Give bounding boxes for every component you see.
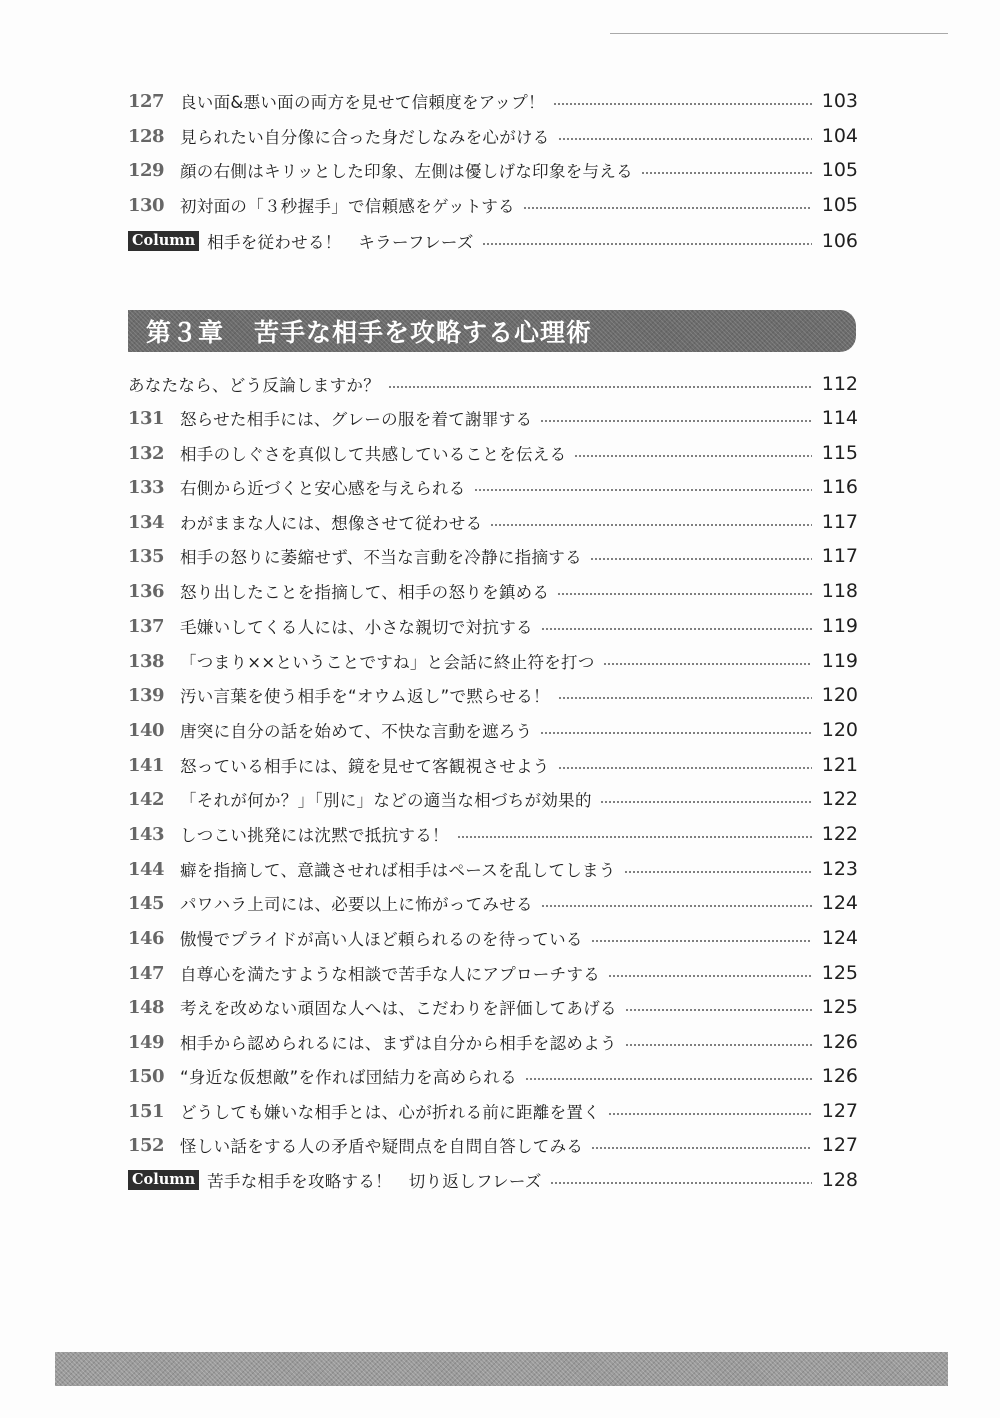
entry-title: 傲慢でプライドが高い人ほど頼られるのを待っている: [180, 930, 583, 949]
entry-title: 唐突に自分の話を始めて、不快な言動を遮ろう: [180, 722, 533, 741]
entry-page: 117: [821, 545, 858, 567]
entry-page: 128: [821, 1169, 858, 1191]
toc-entry[interactable]: [128, 921, 858, 955]
entry-title: 怪しい話をする人の矛盾や疑問点を自問自答してみる: [180, 1137, 584, 1156]
entry-page: 118: [821, 580, 858, 602]
dot-leader: [625, 1009, 812, 1011]
entry-number: 136: [128, 580, 165, 602]
dot-leader: [550, 1182, 812, 1184]
header-rule: [610, 33, 948, 34]
dot-leader: [608, 1113, 812, 1115]
dot-leader: [490, 524, 812, 526]
toc-column-entry[interactable]: [128, 224, 858, 258]
entry-number: 148: [128, 996, 165, 1018]
entry-number: 142: [128, 788, 165, 810]
dot-leader: [558, 767, 812, 769]
entry-title: 顔の右側はキリッとした印象、左側は優しげな印象を与える: [180, 162, 633, 181]
dot-leader: [557, 593, 812, 595]
entry-page: 122: [821, 788, 858, 810]
entry-title: 相手の怒りに萎縮せず、不当な言動を冷静に指摘する: [180, 548, 582, 567]
toc-entry[interactable]: [128, 748, 858, 782]
toc-entry[interactable]: [128, 1094, 858, 1128]
entry-page: 126: [821, 1065, 858, 1087]
entry-page: 112: [821, 373, 858, 395]
entry-page: 124: [821, 892, 858, 914]
dot-leader: [482, 243, 812, 245]
entry-number: 141: [128, 754, 165, 776]
entry-title: “身近な仮想敵”を作れば団結力を高められる: [180, 1068, 517, 1087]
dot-leader: [591, 940, 812, 942]
chapter-label: 第３章: [146, 318, 225, 347]
entry-page: 123: [821, 858, 858, 880]
entry-number: 131: [128, 407, 165, 429]
column-badge: Column: [128, 1170, 199, 1190]
entry-title: 怒らせた相手には、グレーの服を着て謝罪する: [180, 410, 533, 429]
entry-title: 「つまり××ということですね」と会話に終止符を打つ: [180, 653, 595, 672]
dot-leader: [388, 386, 812, 388]
toc-entry[interactable]: [128, 678, 858, 712]
entry-page: 115: [821, 442, 858, 464]
toc-entry[interactable]: [128, 470, 858, 504]
entry-title: パワハラ上司には、必要以上に怖がってみせる: [180, 895, 533, 914]
toc-entry[interactable]: [128, 1128, 858, 1162]
toc-entry[interactable]: [128, 505, 858, 539]
entry-title: 良い面&悪い面の両方を見せて信頼度をアップ！: [180, 93, 545, 112]
entry-title: あなたなら、どう反論しますか？: [128, 376, 380, 395]
entry-page: 105: [821, 159, 858, 181]
entry-title: 癖を指摘して、意識させれば相手はペースを乱してしまう: [180, 861, 616, 880]
footer-band: [55, 1352, 948, 1386]
dot-leader: [553, 103, 812, 105]
toc-entry[interactable]: [128, 119, 858, 153]
toc-entry[interactable]: [128, 539, 858, 573]
toc-entry[interactable]: [128, 188, 858, 222]
entry-page: 127: [821, 1100, 858, 1122]
chapter-title: 苦手な相手を攻略する心理術: [254, 318, 593, 347]
entry-number: 137: [128, 615, 165, 637]
entry-page: 121: [821, 754, 858, 776]
entry-title: 右側から近づくと安心感を与えられる: [180, 479, 466, 498]
toc-entry[interactable]: [128, 852, 858, 886]
entry-number: 139: [128, 684, 165, 706]
toc-entry[interactable]: [128, 990, 858, 1024]
dot-leader: [457, 836, 812, 838]
entry-title: 相手を従わせる！ キラーフレーズ: [207, 233, 474, 252]
entry-page: 117: [821, 511, 858, 533]
entry-page: 122: [821, 823, 858, 845]
toc-entry[interactable]: [128, 644, 858, 678]
entry-page: 103: [821, 90, 858, 112]
entry-page: 105: [821, 194, 858, 216]
entry-number: 143: [128, 823, 165, 845]
toc-entry[interactable]: [128, 401, 858, 435]
entry-page: 124: [821, 927, 858, 949]
entry-title: しつこい挑発には沈黙で抵抗する！: [180, 826, 449, 845]
entry-number: 152: [128, 1134, 165, 1156]
toc-entry[interactable]: [128, 1059, 858, 1093]
entry-number: 147: [128, 962, 165, 984]
entry-page: 126: [821, 1031, 858, 1053]
entry-number: 127: [128, 90, 165, 112]
dot-leader: [474, 489, 812, 491]
toc-entry[interactable]: [128, 436, 858, 470]
entry-title: 「それが何か？」「別に」などの適当な相づちが効果的: [180, 791, 592, 810]
dot-leader: [540, 732, 812, 734]
entry-title: 毛嫌いしてくる人には、小さな親切で対抗する: [180, 618, 533, 637]
entry-title: 相手から認められるには、まずは自分から相手を認めよう: [180, 1034, 617, 1053]
entry-title: 見られたい自分像に合った身だしなみを心がける: [180, 128, 550, 147]
entry-title: どうしても嫌いな相手とは、心が折れる前に距離を置く: [180, 1103, 600, 1122]
entry-page: 106: [821, 230, 858, 252]
entry-number: 134: [128, 511, 165, 533]
entry-page: 114: [821, 407, 858, 429]
entry-number: 133: [128, 476, 165, 498]
entry-number: 130: [128, 194, 165, 216]
entry-number: 129: [128, 159, 165, 181]
entry-number: 145: [128, 892, 165, 914]
entry-number: 146: [128, 927, 165, 949]
entry-number: 138: [128, 650, 165, 672]
dot-leader: [558, 138, 812, 140]
toc-intro-entry[interactable]: [128, 367, 858, 401]
toc-entry[interactable]: [128, 782, 858, 816]
entry-title: 相手のしぐさを真似して共感していることを伝える: [180, 445, 567, 464]
dot-leader: [591, 1147, 812, 1149]
dot-leader: [540, 420, 812, 422]
dot-leader: [558, 697, 812, 699]
entry-page: 120: [821, 719, 858, 741]
dot-leader: [641, 172, 812, 174]
entry-number: 135: [128, 545, 165, 567]
entry-title: 汚い言葉を使う相手を“オウム返し”で黙らせる！: [180, 687, 550, 706]
entry-title: 苦手な相手を攻略する！ 切り返しフレーズ: [207, 1172, 542, 1191]
entry-number: 140: [128, 719, 165, 741]
dot-leader: [608, 975, 812, 977]
toc-entry[interactable]: [128, 817, 858, 851]
entry-number: 150: [128, 1065, 165, 1087]
toc-column-entry[interactable]: [128, 1163, 858, 1197]
toc-entry[interactable]: [128, 886, 858, 920]
entry-number: 128: [128, 125, 165, 147]
dot-leader: [603, 663, 812, 665]
dot-leader: [625, 1044, 812, 1046]
entry-page: 104: [821, 125, 858, 147]
toc-entry[interactable]: [128, 1025, 858, 1059]
column-badge: Column: [128, 231, 199, 251]
entry-page: 116: [821, 476, 858, 498]
entry-page: 119: [821, 615, 858, 637]
dot-leader: [600, 801, 812, 803]
toc-entry[interactable]: [128, 956, 858, 990]
dot-leader: [541, 628, 812, 630]
toc-entry[interactable]: [128, 574, 858, 608]
entry-title: 初対面の「３秒握手」で信頼感をゲットする: [180, 197, 515, 216]
dot-leader: [574, 455, 812, 457]
entry-number: 144: [128, 858, 165, 880]
entry-page: 125: [821, 962, 858, 984]
entry-title: 考えを改めない頑固な人へは、こだわりを評価してあげる: [180, 999, 617, 1018]
entry-page: 125: [821, 996, 858, 1018]
entry-title: わがままな人には、想像させて従わせる: [180, 514, 483, 533]
chapter-banner[interactable]: [128, 310, 856, 352]
entry-title: 自尊心を満たすような相談で苦手な人にアプローチする: [180, 965, 600, 984]
entry-title: 怒っている相手には、鏡を見せて客観視させよう: [180, 757, 550, 776]
dot-leader: [624, 871, 812, 873]
entry-number: 132: [128, 442, 165, 464]
toc-entry[interactable]: [128, 84, 858, 118]
entry-number: 149: [128, 1031, 165, 1053]
entry-title: 怒り出したことを指摘して、相手の怒りを鎮める: [180, 583, 550, 602]
entry-number: 151: [128, 1100, 165, 1122]
entry-page: 120: [821, 684, 858, 706]
toc-entry[interactable]: [128, 609, 858, 643]
entry-page: 127: [821, 1134, 858, 1156]
dot-leader: [525, 1078, 812, 1080]
dot-leader: [590, 558, 812, 560]
dot-leader: [541, 905, 812, 907]
dot-leader: [523, 207, 812, 209]
toc-entry[interactable]: [128, 713, 858, 747]
toc-entry[interactable]: [128, 153, 858, 187]
entry-page: 119: [821, 650, 858, 672]
